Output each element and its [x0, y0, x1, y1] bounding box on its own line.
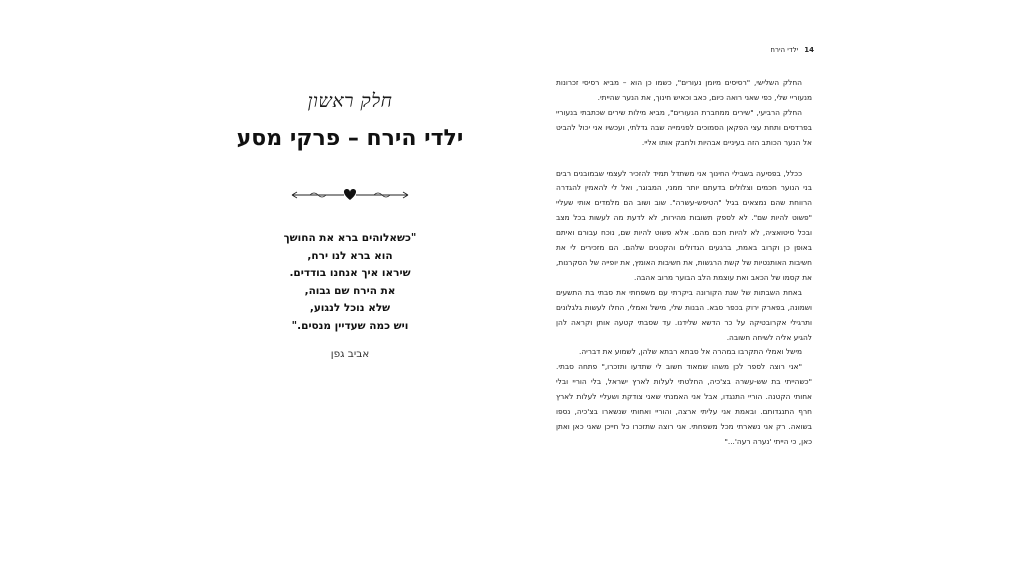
poem-line: הוא ברא לנו ירח, — [307, 249, 393, 262]
body-paragraph: באחת השבתות של שנת הקורונה ביקרתי עם משפחתי את סבתי בת התשעים ושמונה, בפארק ירוק בכפר סבא. הבנות שלי, מישל ואמלי, החלו לעשות גלגלונים ותרגילי אקרובטיקה על כר הדשא שלידנו. עד שסבתי קטעה אותן וקראה להן להגיע אליה לשיחה חשובה. — [556, 287, 812, 342]
body-paragraph: החלק השלישי, "רסיסים מיומן נעורים", כשמו כן הוא – מביא רסיסי זכרונות מנעוריי שלי, כפי שאני רואה כיום, כאב וכאיש חינוך, את הנער שהייתי. — [556, 78, 812, 102]
right-page — [556, 76, 812, 450]
chapter-title: ילדי הירח – פרקי מסע — [236, 126, 464, 151]
body-paragraph: מישל ואמלי התקרבו במהרה אל סבתא רבתא שלהן, לשמוע את דבריה. — [578, 347, 802, 357]
running-head — [770, 46, 814, 54]
body-paragraph: "אני רוצה לספר לכן משהו שמאוד חשוב לי שתדעו ותזכרו," פתחה סבתי. "כשהייתי בת שש-עשרה בצ'כיה, החלטתי לעלות לארץ ישראל, בלי הוריי ובלי אחותי הקטנה. הוריי התנגדו, אבל אני האמנתי שאני צודקת ושעליי לעלות לארץ חרף התנגדותם. ובאמת אני עליתי ארצה, והוריי ואחותי שנשארו בצ'כיה, נספו בשואה. רק אני נשארתי מכל משפחתי. אני רוצה שתזכרו כל חייכן שאני כאן ואתן כאן, כי הייתי 'נערה רעה'..." — [556, 362, 812, 446]
poem — [200, 230, 500, 335]
left-page — [200, 80, 500, 550]
poem-line: שלא נוכל לנגוע, — [309, 302, 391, 314]
paragraph-gap — [556, 151, 812, 167]
poem-line: שיראו איך אנחנו בודדים. — [289, 267, 411, 279]
body-paragraph: ככלל, בפסיעה בשבילי החינוך אני משתדל תמיד להזכיר לעצמי שבמובנים רבים בני הנוער חכמים וצלולים בדעתם יותר ממני, המבוגר, ואל לי להאמין להגדרה הרווחת שהם נמצאים בגיל "הטיפש-עשרה". שוב ושוב הם מלמדים אותי שעליי "פשוט להיות שם". לא לספק תשובות מהירות, לא לדעת מה לעשות בכל מצב ובכל סיטואציה, לא להיות חכם מהם. אלא פשוט להיות שם, נוכח עבורם ואיתם באופן כן וקרוב באמת, ברגעים הגדולים והקטנים שלהם. הם מזכירים לי את חשיבות האותנטיות של קשת הרגשות, את חשיבות האומץ, את יופייה של הסקרנות, את קסמו של הכאב ואת עוצמת הלב הבוער מרוב אהבה. — [556, 168, 812, 282]
poem-line: "כשאלוהים ברא את החושך — [283, 232, 417, 244]
running-title: ילדי הירח — [770, 46, 799, 54]
heart-divider-icon — [288, 186, 412, 204]
poem-line: ויש כמה שעדיין מנסים." — [291, 319, 409, 332]
poem-author: אביב גפן — [330, 348, 370, 360]
poem-line: את הירח שם גבוה, — [304, 284, 396, 297]
body-paragraph: החלק הרביעי, "שירים ממחברת הנעורים", מביא מילות שירים שכתבתי בנעוריי בפרדסים ותחת עצי הפקאן הסמוכים לפנימייה שבה גדלתי, ועכשיו אני יכול להביט אל הנער הכותב הזה בעיניים אבהיות ולחבק אותו אליי. — [556, 107, 812, 147]
part-label: חלק ראשון — [307, 90, 393, 112]
page-number: 14 — [804, 46, 814, 54]
